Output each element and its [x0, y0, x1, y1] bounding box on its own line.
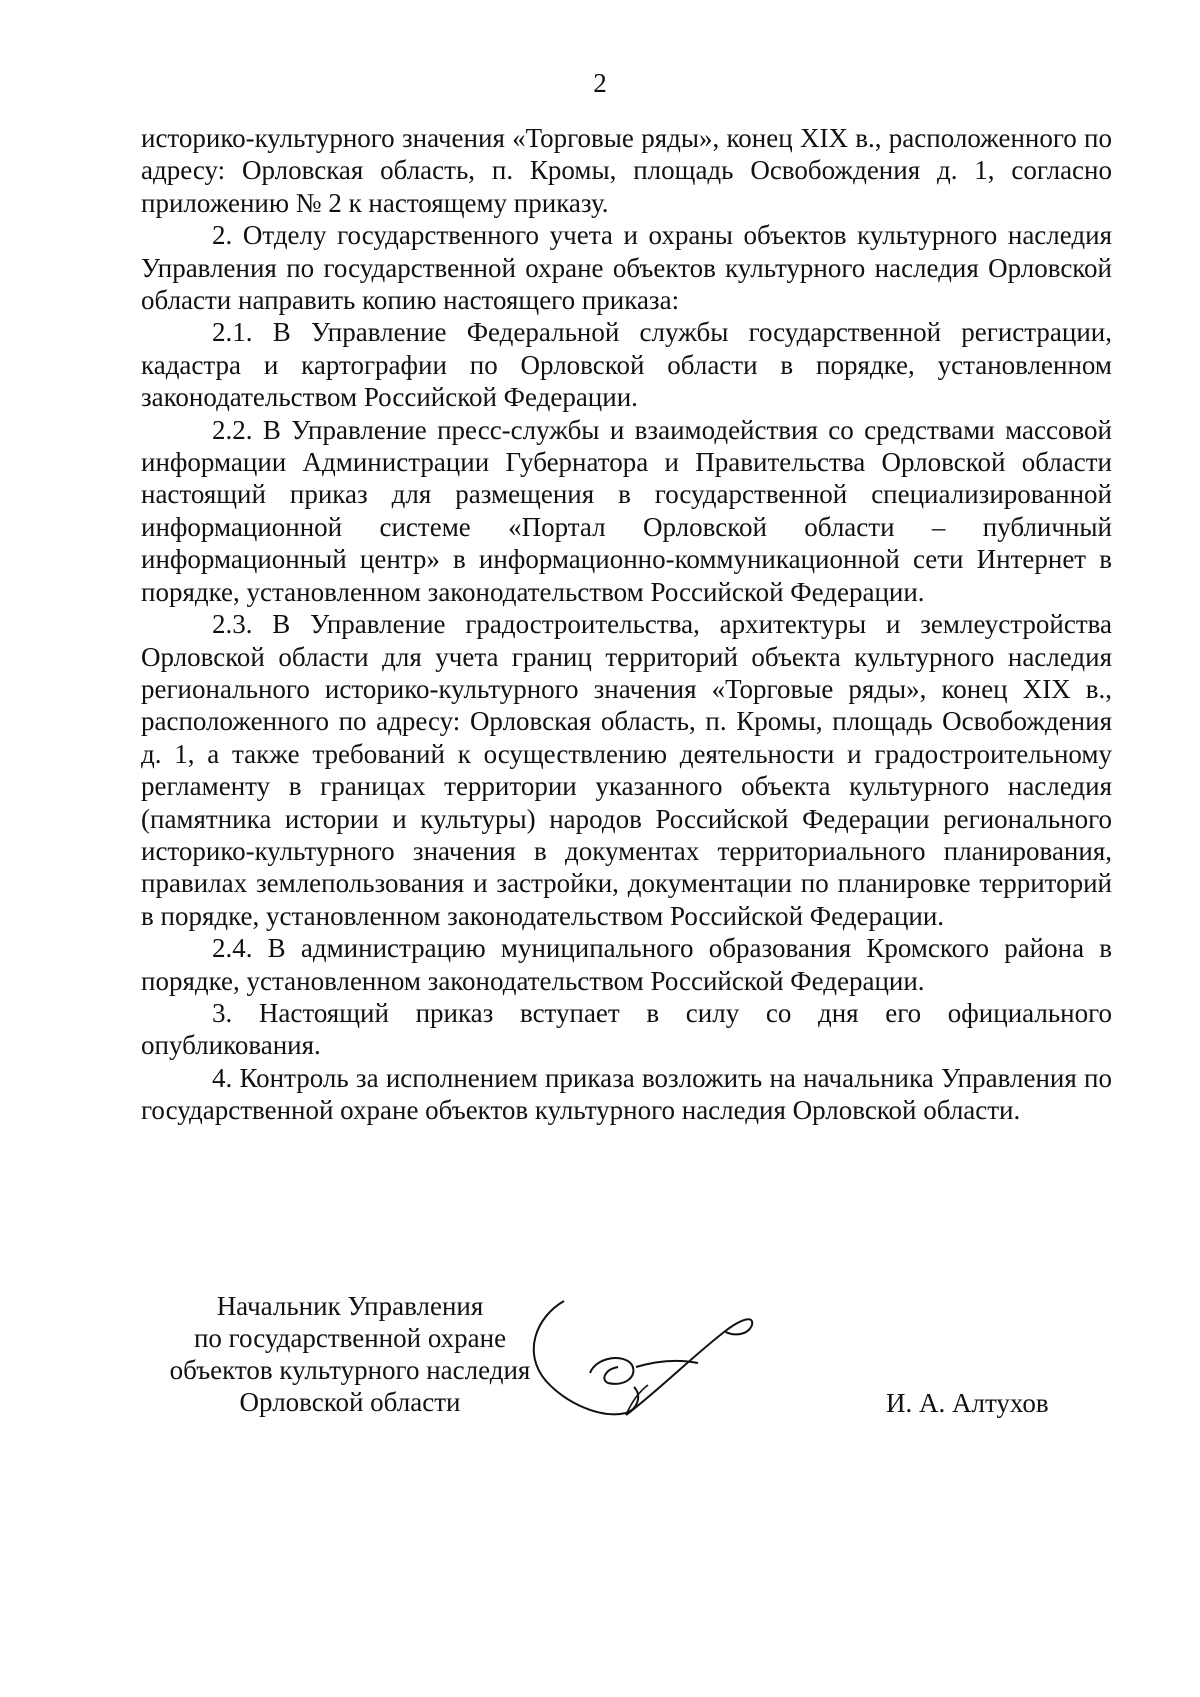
paragraph-item-3: 3. Настоящий приказ вступает в силу со дня его официального опубликования.: [141, 997, 1112, 1061]
document-body: [141, 122, 1112, 1127]
signatory-title-line: по государственной охране: [193, 1323, 507, 1353]
page-number: 2: [593, 68, 607, 98]
signatory-title: [140, 1290, 560, 1418]
paragraph-continuation: историко-культурного значения «Торговые ряды», конец XIX в., расположенного по адресу: Орловская область, п. Кромы, площадь Освобождения д. 1, согласно приложению № 2 к настоящему приказу.: [141, 123, 1112, 218]
paragraph-item-2-1: 2.1. В Управление Федеральной службы государственной регистрации, кадастра и картографии по Орловской области в порядке, установленном законодательством Российской Федерации.: [141, 317, 1112, 413]
handwritten-signature: [528, 1295, 798, 1430]
signatory-title-line: Орловской области: [239, 1387, 461, 1417]
signatory-title-line: объектов культурного наследия: [169, 1355, 531, 1385]
paragraph-item-2-4: 2.4. В администрацию муниципального образования Кромского района в порядке, установленном законодательством Российской Федерации.: [141, 933, 1112, 996]
paragraph-item-4: 4. Контроль за исполнением приказа возложить на начальника Управления по государственной охране объектов культурного наследия Орловской области.: [141, 1062, 1112, 1126]
signatory-title-line: Начальник Управления: [216, 1291, 484, 1321]
paragraph-item-2-2: 2.2. В Управление пресс-службы и взаимодействия со средствами массовой информации Администрации Губернатора и Правительства Орловской области настоящий приказ для размещения в государственной специализированной информационной системе «Портал Орловской области – публичный информационный центр» в информационно-коммуникационной сети Интернет в порядке, установленном законодательством Российской Федерации.: [141, 414, 1112, 607]
signatory-name: И. А. Алтухов: [886, 1388, 1049, 1418]
paragraph-item-2: 2. Отделу государственного учета и охраны объектов культурного наследия Управления по государственной охране объектов культурного наследия Орловской области направить копию настоящего приказа:: [141, 220, 1112, 316]
paragraph-item-2-3: 2.3. В Управление градостроительства, архитектуры и землеустройства Орловской области для учета границ территорий объекта культурного наследия регионального историко-культурного значения «Торговые ряды», конец XIX в., расположенного по адресу: Орловская область, п. Кромы, площадь Освобождения д. 1, а также требований к осуществлению деятельности и градостроительному регламенту в границах территории указанного объекта культурного наследия (памятника истории и культуры) народов Российской Федерации регионального историко-культурного значения в документах территориального планирования, правилах землепользования и застройки, документации по планировке территорий в порядке, установленном законодательством Российской Федерации.: [141, 609, 1112, 931]
